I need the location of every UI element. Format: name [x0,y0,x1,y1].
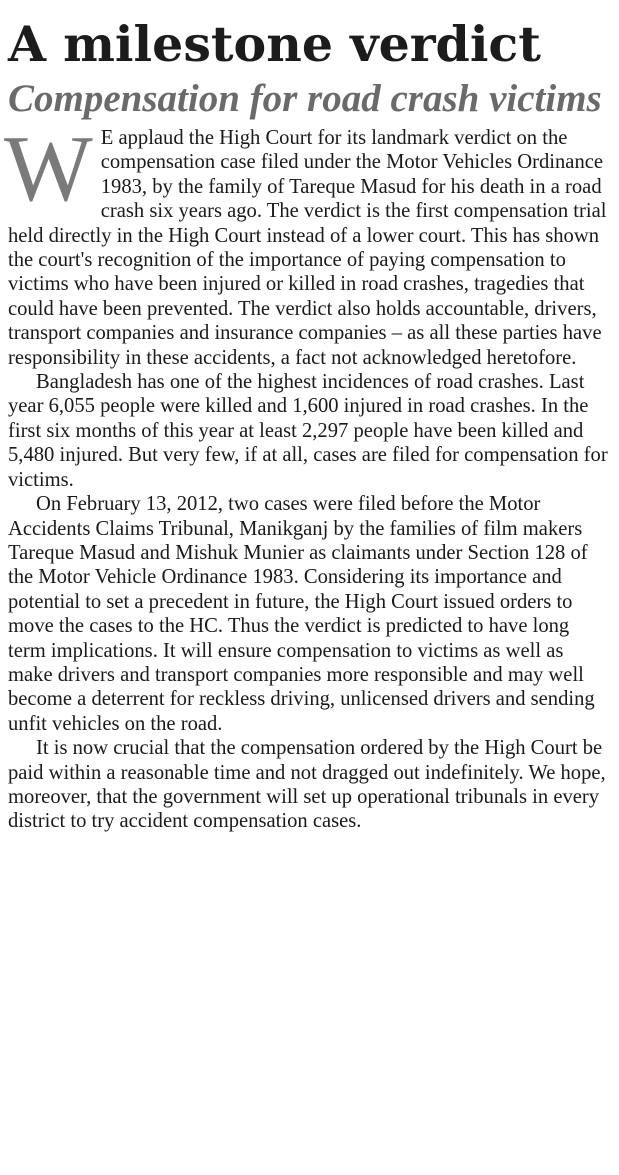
paragraph-1 [4,117,608,370]
headline: A milestone verdict [8,15,541,73]
article-body [4,117,608,834]
drop-cap: W [4,117,93,221]
subheadline: Compensation for road crash victims [8,77,602,120]
editorial-article [4,0,608,834]
paragraph-4: It is now crucial that the compensation ordered by the High Court be paid within a reasonable time and not dragged out indefinitely. We hope, moreover, that the government will set up operational tribunals in every district to try accident compensation cases. [8,737,606,833]
paragraph-3: On February 13, 2012, two cases were filed before the Motor Accidents Claims Tribunal, Manikganj by the families of film makers Tareque Masud and Mishuk Munier as claimants under Section 128 of the Motor Vehicle Ordinance 1983. Considering its importance and potential to set a precedent in future, the High Court issued orders to move the cases to the HC. Thus the verdict is predicted to have long term implications. It will ensure compensation to victims as well as make drivers and transport companies more responsible and may well become a deterrent for reckless driving, unlicensed drivers and sending unfit vehicles on the road. [8,493,595,735]
paragraph-1-text: E applaud the High Court for its landmark verdict on the compensation case filed under the Motor Vehicles Ordinance 1983, by the family of Tareque Masud for his death in a road crash six years ago. The verdict is the first compensation trial held directly in the High Court instead of a lower court. This has shown the court's recognition of the importance of paying compensation to victims who have been injured or killed in road crashes, tragedies that could have been prevented. The verdict also holds accountable, drivers, transport companies and insurance companies – as all these parties have responsibility in these accidents, a fact not acknowledged heretofore. [8,127,607,369]
paragraph-2: Bangladesh has one of the highest incidences of road crashes. Last year 6,055 people were killed and 1,600 injured in road crashes. In the first six months of this year at least 2,297 people have been killed and 5,480 injured. But very few, if at all, cases are filed for compensation for victims. [8,371,608,491]
